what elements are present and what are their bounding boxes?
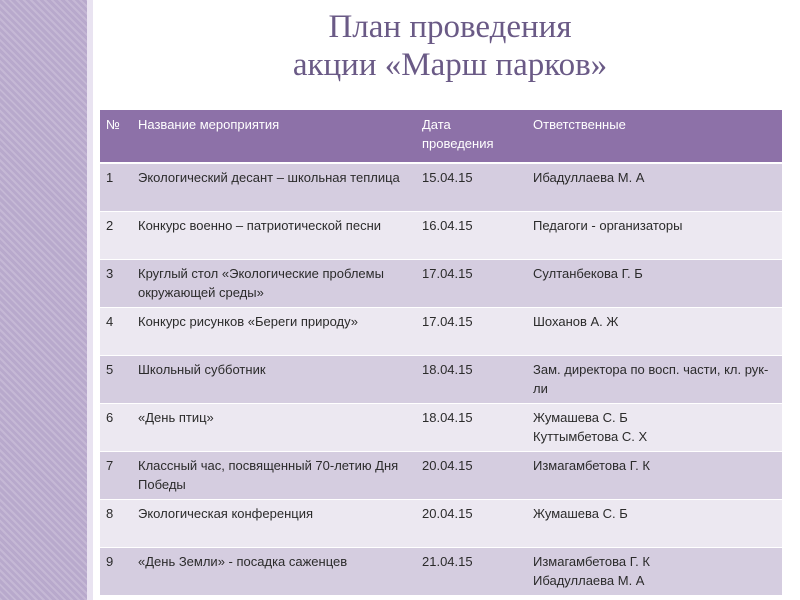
table-row	[100, 163, 782, 211]
cell-number: 7	[100, 451, 132, 499]
cell-event-name: «День Земли» - посадка саженцев	[132, 547, 416, 595]
table-row	[100, 355, 782, 403]
cell-responsible: Жумашева С. Б Куттымбетова С. Х	[527, 403, 782, 451]
cell-number: 1	[100, 163, 132, 211]
cell-number: 2	[100, 211, 132, 259]
cell-responsible: Педагоги - организаторы	[527, 211, 782, 259]
cell-event-name: Конкурс военно – патриотической песни	[132, 211, 416, 259]
cell-number: 9	[100, 547, 132, 595]
title-line-1: План проведения	[328, 9, 572, 45]
decorative-side-stripe	[87, 0, 93, 600]
cell-event-name: Конкурс рисунков «Береги природу»	[132, 307, 416, 355]
cell-number: 4	[100, 307, 132, 355]
cell-date: 18.04.15	[416, 355, 527, 403]
cell-number: 3	[100, 259, 132, 307]
cell-event-name: Экологический десант – школьная теплица	[132, 163, 416, 211]
cell-number: 5	[100, 355, 132, 403]
header-number: №	[100, 110, 132, 163]
cell-responsible: Султанбекова Г. Б	[527, 259, 782, 307]
cell-date: 20.04.15	[416, 451, 527, 499]
cell-date: 17.04.15	[416, 307, 527, 355]
cell-responsible: Шоханов А. Ж	[527, 307, 782, 355]
cell-responsible: Ибадуллаева М. А	[527, 163, 782, 211]
table-row	[100, 499, 782, 547]
table-header-row	[100, 110, 782, 163]
page-title	[100, 8, 800, 84]
cell-event-name: «День птиц»	[132, 403, 416, 451]
cell-responsible: Зам. директора по восп. части, кл. рук-ли	[527, 355, 782, 403]
cell-date: 21.04.15	[416, 547, 527, 595]
cell-date: 15.04.15	[416, 163, 527, 211]
table-row	[100, 307, 782, 355]
header-event-name: Название мероприятия	[132, 110, 416, 163]
cell-event-name: Школьный субботник	[132, 355, 416, 403]
table-row	[100, 547, 782, 595]
cell-date: 16.04.15	[416, 211, 527, 259]
table-row	[100, 403, 782, 451]
events-plan-table	[100, 110, 782, 595]
cell-event-name: Классный час, посвященный 70-летию Дня Победы	[132, 451, 416, 499]
cell-responsible: Жумашева С. Б	[527, 499, 782, 547]
cell-responsible: Измагамбетова Г. К	[527, 451, 782, 499]
table-row	[100, 211, 782, 259]
decorative-side-band	[0, 0, 87, 600]
cell-number: 6	[100, 403, 132, 451]
cell-responsible: Измагамбетова Г. К Ибадуллаева М. А	[527, 547, 782, 595]
cell-event-name: Круглый стол «Экологические проблемы окружающей среды»	[132, 259, 416, 307]
header-responsible: Ответственные	[527, 110, 782, 163]
cell-date: 18.04.15	[416, 403, 527, 451]
table-row	[100, 259, 782, 307]
cell-event-name: Экологическая конференция	[132, 499, 416, 547]
cell-number: 8	[100, 499, 132, 547]
title-line-2: акции «Марш парков»	[292, 47, 608, 83]
cell-date: 17.04.15	[416, 259, 527, 307]
table-row	[100, 451, 782, 499]
cell-date: 20.04.15	[416, 499, 527, 547]
header-date: Дата проведения	[416, 110, 527, 163]
